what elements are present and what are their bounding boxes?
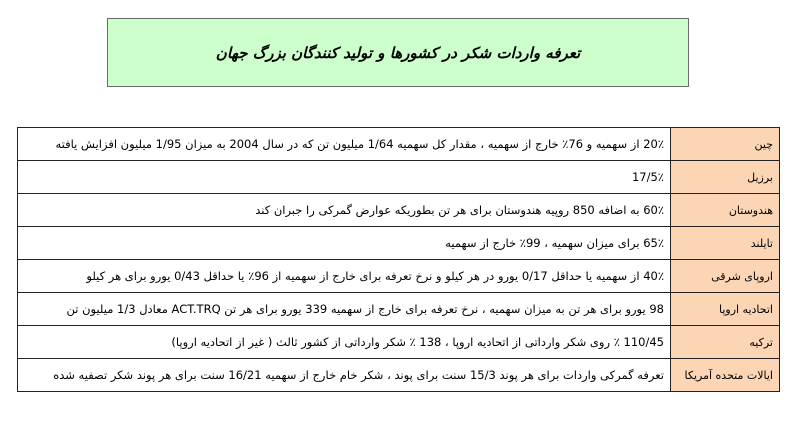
table-row [18,260,780,293]
table-row [18,128,780,161]
table-row [18,293,780,326]
tariff-cell: 40٪ از سهمیه یا حداقل 0/17 یورو در هر کیلو و نرخ تعرفه برای خارج از سهمیه از 96٪ یا حداقل 0/43 یورو برای هر کیلو [18,260,671,293]
country-cell: چین [671,128,780,161]
table-row [18,359,780,392]
tariff-cell: تعرفه گمرکی واردات برای هر پوند 15/3 سنت برای پوند ، شکر خام خارج از سهمیه 16/21 سنت برای هر پوند شکر تصفیه شده [18,359,671,392]
tariff-cell: 60٪ به اضافه 850 روپیه هندوستان برای هر تن بطوریکه عوارض گمرکی را جبران کند [18,194,671,227]
country-cell: ترکیه [671,326,780,359]
tariff-table [17,127,780,392]
tariff-cell: 20٪ از سهمیه و 76٪ خارج از سهمیه ، مقدار کل سهمیه 1/64 میلیون تن که در سال 2004 به میزان 1/95 میلیون افزایش یافته [18,128,671,161]
tariff-cell: 17/5٪ [18,161,671,194]
country-cell: تایلند [671,227,780,260]
country-cell: ایالات متحده آمریکا [671,359,780,392]
page-title: تعرفه واردات شکر در کشورها و تولید کنندگان بزرگ جهان [215,43,581,62]
tariff-cell: 65٪ برای میزان سهمیه ، 99٪ خارج از سهمیه [18,227,671,260]
title-box [107,18,689,87]
tariff-table-body [18,128,780,392]
table-row [18,326,780,359]
table-row [18,227,780,260]
table-row [18,161,780,194]
country-cell: هندوستان [671,194,780,227]
country-cell: برزیل [671,161,780,194]
tariff-cell: 98 یورو برای هر تن به میزان سهمیه ، نرخ تعرفه برای خارج از سهمیه 339 یورو برای هر تن ACT.TRQ معادل 1/3 میلیون تن [18,293,671,326]
tariff-cell: 110/45 ٪ روی شکر وارداتی از اتحادیه اروپا ، 138 ٪ شکر وارداتی از کشور ثالث ( غیر از اتحادیه اروپا) [18,326,671,359]
table-row [18,194,780,227]
country-cell: اروپای شرقی [671,260,780,293]
country-cell: اتحادیه اروپا [671,293,780,326]
